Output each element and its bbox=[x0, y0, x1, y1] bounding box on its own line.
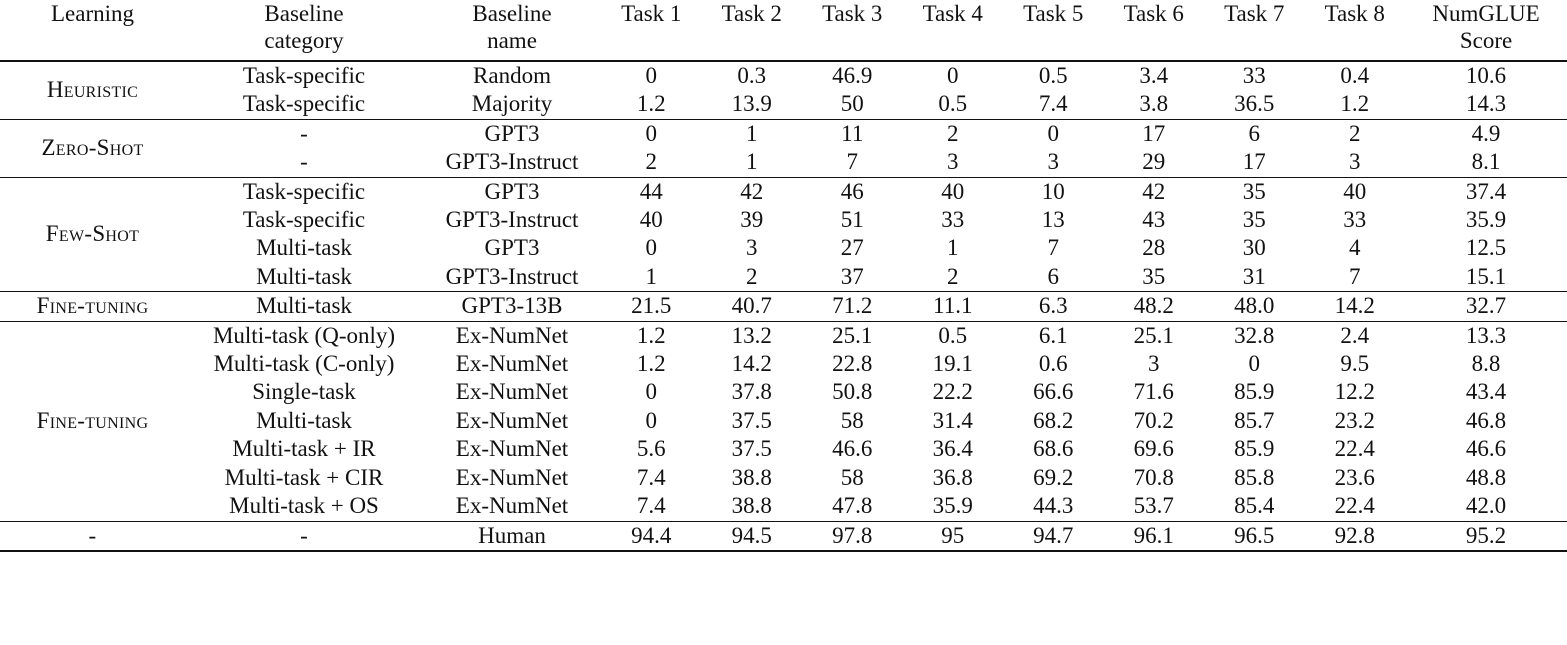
table-row bbox=[0, 350, 1567, 378]
task-score-cell: 6 bbox=[1248, 120, 1260, 146]
task-score-cell: 58 bbox=[840, 464, 864, 490]
task-score-cell: 9.5 bbox=[1340, 351, 1370, 377]
task-score-cell: 36.4 bbox=[932, 436, 973, 462]
table-row bbox=[0, 407, 1567, 435]
numglue-score-cell: 46.6 bbox=[1465, 436, 1507, 462]
baseline-name-cell: Majority bbox=[471, 91, 553, 117]
task-score-cell: 0 bbox=[1047, 120, 1059, 146]
task-score-cell: 68.6 bbox=[1033, 436, 1074, 462]
learning-cell: Heuristic bbox=[46, 77, 139, 103]
task-score-cell: 0.6 bbox=[1038, 351, 1068, 377]
task-score-cell: 11.1 bbox=[933, 293, 973, 319]
task-score-cell: 33 bbox=[1343, 207, 1367, 233]
task-score-cell: 35 bbox=[1242, 178, 1266, 204]
task-score-cell: 25.1 bbox=[1133, 322, 1174, 348]
task-score-cell: 33 bbox=[941, 207, 965, 233]
task-score-cell: 3 bbox=[1148, 351, 1160, 377]
header-task-4: Task 4 bbox=[903, 0, 1004, 61]
baseline-category-cell: Task-specific bbox=[242, 63, 366, 88]
header-baseline-category: Baseline category bbox=[185, 0, 423, 61]
task-score-cell: 0 bbox=[645, 407, 657, 433]
task-score-cell: 23.2 bbox=[1334, 407, 1375, 433]
task-score-cell: 27 bbox=[840, 235, 864, 261]
table-row bbox=[0, 148, 1567, 177]
baseline-name-cell: Ex-NumNet bbox=[455, 436, 569, 462]
table-row bbox=[0, 492, 1567, 521]
baseline-category-cell: Task-specific bbox=[242, 178, 366, 204]
numglue-score-cell: 43.4 bbox=[1465, 379, 1507, 405]
table-row bbox=[0, 521, 1567, 551]
table-group bbox=[0, 61, 1567, 119]
learning-cell: Fine-tuning bbox=[36, 293, 149, 319]
task-score-cell: 36.5 bbox=[1234, 91, 1275, 117]
task-score-cell: 3 bbox=[947, 149, 959, 175]
table-row bbox=[0, 234, 1567, 262]
task-score-cell: 38.8 bbox=[731, 493, 772, 519]
header-task-6: Task 6 bbox=[1104, 0, 1205, 61]
task-score-cell: 85.4 bbox=[1234, 493, 1275, 519]
baseline-name-cell: GPT3 bbox=[484, 235, 540, 261]
task-score-cell: 1 bbox=[947, 235, 959, 261]
task-score-cell: 0 bbox=[645, 379, 657, 405]
table-row bbox=[0, 263, 1567, 292]
baseline-category-cell: Multi-task bbox=[256, 407, 352, 433]
task-score-cell: 85.9 bbox=[1234, 436, 1275, 462]
task-score-cell: 1.2 bbox=[636, 322, 666, 348]
task-score-cell: 32.8 bbox=[1234, 322, 1275, 348]
task-score-cell: 95 bbox=[941, 522, 965, 548]
task-score-cell: 85.9 bbox=[1234, 379, 1275, 405]
task-score-cell: 96.5 bbox=[1234, 522, 1275, 548]
baseline-name-cell: Ex-NumNet bbox=[455, 379, 569, 405]
task-score-cell: 40.7 bbox=[731, 293, 772, 319]
task-score-cell: 42 bbox=[740, 178, 764, 204]
task-score-cell: 2 bbox=[645, 149, 657, 175]
task-score-cell: 0 bbox=[947, 63, 959, 88]
table-row bbox=[0, 464, 1567, 492]
baseline-category-cell: Multi-task (C-only) bbox=[213, 351, 395, 377]
task-score-cell: 33 bbox=[1242, 63, 1266, 88]
task-score-cell: 14.2 bbox=[1334, 293, 1375, 319]
task-score-cell: 37.5 bbox=[731, 407, 772, 433]
baseline-name-cell: GPT3-Instruct bbox=[445, 149, 579, 175]
task-score-cell: 1 bbox=[746, 120, 758, 146]
task-score-cell: 30 bbox=[1242, 235, 1266, 261]
task-score-cell: 37.8 bbox=[731, 379, 772, 405]
task-score-cell: 58 bbox=[840, 407, 864, 433]
task-score-cell: 3 bbox=[1349, 149, 1361, 175]
header-task-8: Task 8 bbox=[1305, 0, 1406, 61]
baseline-name-cell: GPT3-13B bbox=[461, 293, 563, 319]
task-score-cell: 46 bbox=[840, 178, 864, 204]
header-task-7: Task 7 bbox=[1204, 0, 1305, 61]
task-score-cell: 3.4 bbox=[1139, 63, 1169, 88]
baseline-category-cell: - bbox=[300, 120, 308, 146]
table-row bbox=[0, 292, 1567, 321]
task-score-cell: 94.7 bbox=[1033, 522, 1074, 548]
task-score-cell: 70.2 bbox=[1133, 407, 1174, 433]
task-score-cell: 68.2 bbox=[1033, 407, 1074, 433]
task-score-cell: 0.5 bbox=[1038, 63, 1068, 88]
task-score-cell: 31.4 bbox=[932, 407, 973, 433]
table-row bbox=[0, 61, 1567, 90]
baseline-category-cell: - bbox=[300, 149, 308, 175]
task-score-cell: 0.5 bbox=[938, 322, 968, 348]
baseline-category-cell: Multi-task bbox=[256, 263, 352, 289]
task-score-cell: 10 bbox=[1041, 178, 1065, 204]
task-score-cell: 38.8 bbox=[731, 464, 772, 490]
task-score-cell: 37.5 bbox=[731, 436, 772, 462]
header-learning: Learning bbox=[0, 0, 185, 61]
task-score-cell: 1.2 bbox=[636, 351, 666, 377]
baseline-name-cell: GPT3 bbox=[484, 120, 540, 146]
table-row bbox=[0, 435, 1567, 463]
table-group bbox=[0, 521, 1567, 551]
baseline-name-cell: GPT3-Instruct bbox=[445, 207, 579, 233]
header-row bbox=[0, 0, 1567, 61]
header-task-3: Task 3 bbox=[802, 0, 903, 61]
task-score-cell: 46.6 bbox=[832, 436, 873, 462]
task-score-cell: 50.8 bbox=[832, 379, 873, 405]
task-score-cell: 1 bbox=[645, 263, 657, 289]
task-score-cell: 39 bbox=[740, 207, 764, 233]
task-score-cell: 14.2 bbox=[731, 351, 772, 377]
header-task-2: Task 2 bbox=[702, 0, 803, 61]
table-group bbox=[0, 321, 1567, 521]
task-score-cell: 0.3 bbox=[737, 63, 767, 88]
task-score-cell: 40 bbox=[1343, 178, 1367, 204]
task-score-cell: 0.4 bbox=[1340, 63, 1370, 88]
task-score-cell: 31 bbox=[1242, 263, 1266, 289]
task-score-cell: 22.2 bbox=[932, 379, 973, 405]
numglue-score-cell: 15.1 bbox=[1465, 263, 1507, 289]
task-score-cell: 35.9 bbox=[932, 493, 973, 519]
baseline-category-cell: Multi-task + OS bbox=[229, 493, 379, 519]
task-score-cell: 40 bbox=[941, 178, 965, 204]
task-score-cell: 66.6 bbox=[1033, 379, 1074, 405]
task-score-cell: 21.5 bbox=[631, 293, 672, 319]
task-score-cell: 37 bbox=[840, 263, 864, 289]
task-score-cell: 35 bbox=[1142, 263, 1166, 289]
task-score-cell: 13 bbox=[1041, 207, 1065, 233]
task-score-cell: 1 bbox=[746, 149, 758, 175]
table-row bbox=[0, 321, 1567, 350]
task-score-cell: 51 bbox=[840, 207, 864, 233]
task-score-cell: 50 bbox=[840, 91, 864, 117]
baseline-category-cell: Multi-task bbox=[256, 293, 352, 319]
task-score-cell: 7 bbox=[1047, 235, 1059, 261]
numglue-score-cell: 8.1 bbox=[1471, 149, 1501, 175]
table-group bbox=[0, 119, 1567, 177]
task-score-cell: 7.4 bbox=[1038, 91, 1068, 117]
task-score-cell: 48.0 bbox=[1234, 293, 1275, 319]
task-score-cell: 17 bbox=[1242, 149, 1266, 175]
task-score-cell: 11 bbox=[841, 120, 864, 146]
header-numglue-score: NumGLUE Score bbox=[1405, 0, 1567, 61]
numglue-score-cell: 37.4 bbox=[1465, 178, 1507, 204]
task-score-cell: 22.4 bbox=[1334, 436, 1375, 462]
task-score-cell: 4 bbox=[1349, 235, 1361, 261]
task-score-cell: 44.3 bbox=[1033, 493, 1074, 519]
task-score-cell: 5.6 bbox=[636, 436, 666, 462]
task-score-cell: 48.2 bbox=[1133, 293, 1174, 319]
baseline-category-cell: Single-task bbox=[252, 379, 356, 405]
task-score-cell: 2 bbox=[1349, 120, 1361, 146]
task-score-cell: 29 bbox=[1142, 149, 1166, 175]
header-task-5: Task 5 bbox=[1003, 0, 1104, 61]
numglue-score-cell: 10.6 bbox=[1465, 63, 1507, 88]
task-score-cell: 6.1 bbox=[1038, 322, 1068, 348]
numglue-score-cell: 95.2 bbox=[1465, 522, 1507, 548]
baseline-category-cell: Task-specific bbox=[242, 91, 366, 117]
task-score-cell: 47.8 bbox=[832, 493, 873, 519]
task-score-cell: 25.1 bbox=[832, 322, 873, 348]
task-score-cell: 7.4 bbox=[636, 464, 666, 490]
numglue-score-cell: 42.0 bbox=[1465, 493, 1507, 519]
table-group bbox=[0, 292, 1567, 321]
task-score-cell: 6.3 bbox=[1038, 293, 1068, 319]
baseline-name-cell: Random bbox=[473, 63, 551, 88]
task-score-cell: 36.8 bbox=[932, 464, 973, 490]
header-baseline-name: Baseline name bbox=[423, 0, 601, 61]
task-score-cell: 69.2 bbox=[1033, 464, 1074, 490]
task-score-cell: 3 bbox=[746, 235, 758, 261]
learning-cell: Zero-Shot bbox=[41, 135, 144, 161]
task-score-cell: 69.6 bbox=[1133, 436, 1174, 462]
task-score-cell: 22.8 bbox=[832, 351, 873, 377]
task-score-cell: 0.5 bbox=[938, 91, 968, 117]
numglue-score-cell: 8.8 bbox=[1471, 351, 1501, 377]
task-score-cell: 40 bbox=[639, 207, 663, 233]
task-score-cell: 0 bbox=[645, 235, 657, 261]
numglue-score-cell: 32.7 bbox=[1465, 293, 1507, 319]
learning-cell: Few-Shot bbox=[45, 221, 140, 247]
task-score-cell: 13.9 bbox=[731, 91, 772, 117]
learning-cell: Fine-tuning bbox=[36, 407, 149, 433]
task-score-cell: 17 bbox=[1142, 120, 1166, 146]
task-score-cell: 0 bbox=[645, 63, 657, 88]
task-score-cell: 2 bbox=[746, 263, 758, 289]
task-score-cell: 42 bbox=[1142, 178, 1166, 204]
table-row bbox=[0, 378, 1567, 406]
baseline-name-cell: Ex-NumNet bbox=[455, 493, 569, 519]
task-score-cell: 3 bbox=[1047, 149, 1059, 175]
task-score-cell: 12.2 bbox=[1334, 379, 1375, 405]
baseline-category-cell: - bbox=[300, 522, 308, 548]
numglue-score-cell: 4.9 bbox=[1471, 120, 1501, 146]
task-score-cell: 2 bbox=[947, 263, 959, 289]
baseline-category-cell: Task-specific bbox=[242, 207, 366, 233]
task-score-cell: 92.8 bbox=[1334, 522, 1375, 548]
task-score-cell: 0 bbox=[645, 120, 657, 146]
table-row bbox=[0, 177, 1567, 206]
baseline-category-cell: Multi-task + CIR bbox=[224, 464, 384, 490]
task-score-cell: 85.8 bbox=[1234, 464, 1275, 490]
baseline-name-cell: Ex-NumNet bbox=[455, 464, 569, 490]
baseline-category-cell: Multi-task + IR bbox=[232, 436, 376, 462]
task-score-cell: 46.9 bbox=[832, 63, 873, 88]
baseline-name-cell: Ex-NumNet bbox=[455, 351, 569, 377]
task-score-cell: 94.4 bbox=[631, 522, 672, 548]
baseline-category-cell: Multi-task (Q-only) bbox=[212, 322, 396, 348]
task-score-cell: 71.2 bbox=[832, 293, 873, 319]
task-score-cell: 3.8 bbox=[1139, 91, 1169, 117]
task-score-cell: 85.7 bbox=[1234, 407, 1275, 433]
task-score-cell: 7 bbox=[846, 149, 858, 175]
table-row bbox=[0, 119, 1567, 148]
baseline-name-cell: Human bbox=[478, 522, 546, 548]
header-task-1: Task 1 bbox=[601, 0, 702, 61]
task-score-cell: 13.2 bbox=[731, 322, 772, 348]
task-score-cell: 1.2 bbox=[1340, 91, 1370, 117]
task-score-cell: 0 bbox=[1248, 351, 1260, 377]
task-score-cell: 96.1 bbox=[1133, 522, 1174, 548]
task-score-cell: 44 bbox=[639, 178, 663, 204]
numglue-score-cell: 13.3 bbox=[1465, 322, 1507, 348]
table-row bbox=[0, 90, 1567, 119]
task-score-cell: 19.1 bbox=[932, 351, 973, 377]
baseline-category-cell: Multi-task bbox=[256, 235, 352, 261]
task-score-cell: 43 bbox=[1142, 207, 1166, 233]
task-score-cell: 2.4 bbox=[1340, 322, 1370, 348]
numglue-score-cell: 48.8 bbox=[1465, 464, 1507, 490]
baseline-name-cell: GPT3-Instruct bbox=[445, 263, 579, 289]
task-score-cell: 35 bbox=[1242, 207, 1266, 233]
numglue-score-cell: 14.3 bbox=[1465, 91, 1507, 117]
task-score-cell: 53.7 bbox=[1133, 493, 1174, 519]
numglue-score-cell: 12.5 bbox=[1465, 235, 1507, 261]
task-score-cell: 70.8 bbox=[1133, 464, 1174, 490]
task-score-cell: 71.6 bbox=[1133, 379, 1174, 405]
task-score-cell: 97.8 bbox=[832, 522, 873, 548]
task-score-cell: 94.5 bbox=[731, 522, 772, 548]
task-score-cell: 28 bbox=[1142, 235, 1166, 261]
task-score-cell: 2 bbox=[947, 120, 959, 146]
task-score-cell: 7.4 bbox=[636, 493, 666, 519]
task-score-cell: 1.2 bbox=[636, 91, 666, 117]
table-row bbox=[0, 206, 1567, 234]
task-score-cell: 7 bbox=[1349, 263, 1361, 289]
numglue-score-cell: 46.8 bbox=[1465, 407, 1507, 433]
numglue-score-cell: 35.9 bbox=[1465, 207, 1507, 233]
task-score-cell: 22.4 bbox=[1334, 493, 1375, 519]
baseline-name-cell: Ex-NumNet bbox=[455, 322, 569, 348]
baseline-name-cell: GPT3 bbox=[484, 178, 540, 204]
learning-cell: - bbox=[88, 522, 97, 548]
table-group bbox=[0, 177, 1567, 292]
task-score-cell: 6 bbox=[1047, 263, 1059, 289]
task-score-cell: 23.6 bbox=[1334, 464, 1375, 490]
baseline-name-cell: Ex-NumNet bbox=[455, 407, 569, 433]
